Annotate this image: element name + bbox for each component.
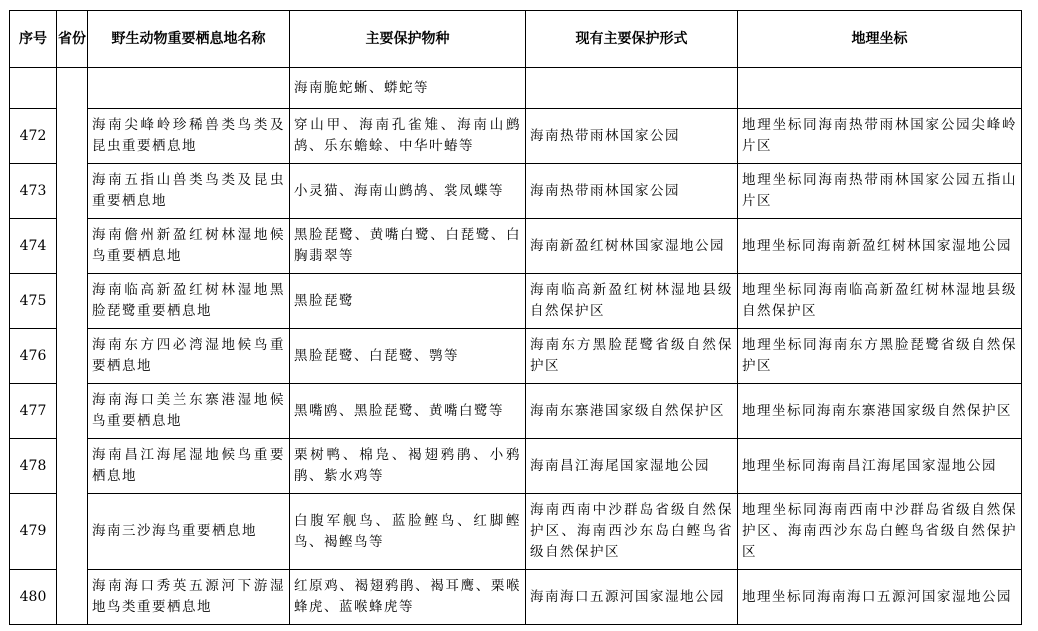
cell-species: 栗树鸭、棉凫、褐翅鸦鹃、小鸦鹃、紫水鸡等 xyxy=(290,439,526,494)
cell-coordinates: 地理坐标同海南东寨港国家级自然保护区 xyxy=(738,384,1022,439)
cell-coordinates: 地理坐标同海南新盈红树林国家湿地公园 xyxy=(738,219,1022,274)
habitat-table xyxy=(9,10,1022,625)
cell-protection-form: 海南东方黑脸琵鹭省级自然保护区 xyxy=(526,329,738,384)
table-row xyxy=(10,219,1022,274)
cell-protection-form: 海南西南中沙群岛省级自然保护区、海南西沙东岛白鲣鸟省级自然保护区 xyxy=(526,494,738,570)
cell-habitat-name: 海南尖峰岭珍稀兽类鸟类及昆虫重要栖息地 xyxy=(88,109,290,164)
header-index: 序号 xyxy=(10,11,57,68)
table-row xyxy=(10,570,1022,625)
header-coordinates: 地理坐标 xyxy=(738,11,1022,68)
cell-index: 473 xyxy=(10,164,57,219)
cell-index xyxy=(10,68,57,109)
cell-protection-form: 海南东寨港国家级自然保护区 xyxy=(526,384,738,439)
cell-species: 穿山甲、海南孔雀雉、海南山鹧鸪、乐东蟾蜍、中华叶蝽等 xyxy=(290,109,526,164)
cell-species: 黑嘴鸥、黑脸琵鹭、黄嘴白鹭等 xyxy=(290,384,526,439)
cell-protection-form: 海南昌江海尾国家湿地公园 xyxy=(526,439,738,494)
cell-protection-form: 海南临高新盈红树林湿地县级自然保护区 xyxy=(526,274,738,329)
table-row xyxy=(10,109,1022,164)
cell-species: 白腹军舰鸟、蓝脸鲣鸟、红脚鲣鸟、褐鲣鸟等 xyxy=(290,494,526,570)
cell-species: 小灵猫、海南山鹧鸪、裳凤蝶等 xyxy=(290,164,526,219)
table-row xyxy=(10,439,1022,494)
table-header-row xyxy=(10,11,1022,68)
cell-habitat-name: 海南儋州新盈红树林湿地候鸟重要栖息地 xyxy=(88,219,290,274)
cell-protection-form: 海南热带雨林国家公园 xyxy=(526,109,738,164)
cell-habitat-name: 海南海口美兰东寨港湿地候鸟重要栖息地 xyxy=(88,384,290,439)
header-habitat-name: 野生动物重要栖息地名称 xyxy=(88,11,290,68)
cell-coordinates: 地理坐标同海南热带雨林国家公园五指山片区 xyxy=(738,164,1022,219)
cell-species: 红原鸡、褐翅鸦鹃、褐耳鹰、栗喉蜂虎、蓝喉蜂虎等 xyxy=(290,570,526,625)
cell-coordinates: 地理坐标同海南海口五源河国家湿地公园 xyxy=(738,570,1022,625)
cell-species: 海南脆蛇蜥、蟒蛇等 xyxy=(290,68,526,109)
cell-index: 475 xyxy=(10,274,57,329)
cell-coordinates: 地理坐标同海南东方黑脸琵鹭省级自然保护区 xyxy=(738,329,1022,384)
header-protection-form: 现有主要保护形式 xyxy=(526,11,738,68)
cell-coordinates: 地理坐标同海南临高新盈红树林湿地县级自然保护区 xyxy=(738,274,1022,329)
document-page xyxy=(9,10,1022,625)
header-species: 主要保护物种 xyxy=(290,11,526,68)
cell-habitat-name: 海南东方四必湾湿地候鸟重要栖息地 xyxy=(88,329,290,384)
header-province: 省份 xyxy=(57,11,88,68)
table-row xyxy=(10,68,1022,109)
cell-habitat-name: 海南海口秀英五源河下游湿地鸟类重要栖息地 xyxy=(88,570,290,625)
cell-index: 479 xyxy=(10,494,57,570)
cell-index: 474 xyxy=(10,219,57,274)
table-row xyxy=(10,494,1022,570)
cell-habitat-name: 海南五指山兽类鸟类及昆虫重要栖息地 xyxy=(88,164,290,219)
table-row xyxy=(10,384,1022,439)
table-row xyxy=(10,164,1022,219)
cell-coordinates: 地理坐标同海南西南中沙群岛省级自然保护区、海南西沙东岛白鲣鸟省级自然保护区 xyxy=(738,494,1022,570)
cell-index: 476 xyxy=(10,329,57,384)
cell-index: 477 xyxy=(10,384,57,439)
cell-protection-form: 海南海口五源河国家湿地公园 xyxy=(526,570,738,625)
cell-species: 黑脸琵鹭、白琵鹭、鹗等 xyxy=(290,329,526,384)
table-row xyxy=(10,274,1022,329)
cell-species: 黑脸琵鹭、黄嘴白鹭、白琵鹭、白胸翡翠等 xyxy=(290,219,526,274)
cell-index: 472 xyxy=(10,109,57,164)
table-row xyxy=(10,329,1022,384)
cell-species: 黑脸琵鹭 xyxy=(290,274,526,329)
cell-habitat-name: 海南昌江海尾湿地候鸟重要栖息地 xyxy=(88,439,290,494)
cell-habitat-name: 海南临高新盈红树林湿地黑脸琵鹭重要栖息地 xyxy=(88,274,290,329)
cell-index: 480 xyxy=(10,570,57,625)
cell-protection-form xyxy=(526,68,738,109)
cell-protection-form: 海南热带雨林国家公园 xyxy=(526,164,738,219)
cell-coordinates xyxy=(738,68,1022,109)
cell-index: 478 xyxy=(10,439,57,494)
cell-protection-form: 海南新盈红树林国家湿地公园 xyxy=(526,219,738,274)
cell-province xyxy=(57,68,88,625)
cell-habitat-name xyxy=(88,68,290,109)
cell-coordinates: 地理坐标同海南昌江海尾国家湿地公园 xyxy=(738,439,1022,494)
cell-habitat-name: 海南三沙海鸟重要栖息地 xyxy=(88,494,290,570)
cell-coordinates: 地理坐标同海南热带雨林国家公园尖峰岭片区 xyxy=(738,109,1022,164)
